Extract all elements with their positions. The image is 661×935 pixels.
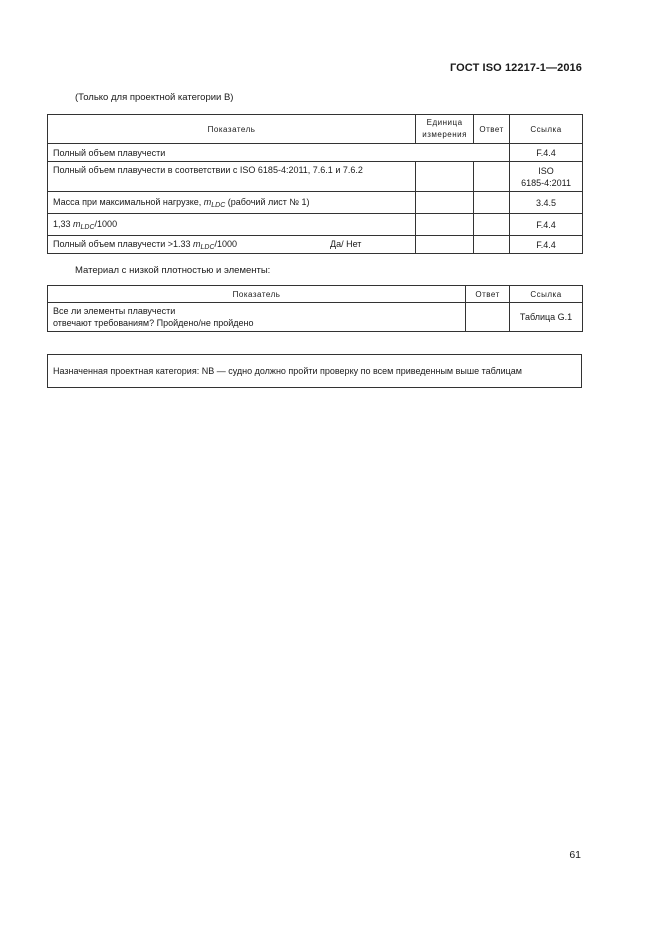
row-answer[interactable]	[474, 162, 510, 192]
unit-header-line1: Единица	[426, 118, 463, 127]
table-row	[48, 192, 583, 214]
row-unit	[416, 214, 474, 236]
row-reference: F.4.4	[510, 214, 583, 236]
indicator-line1: Все ли элементы плавучести	[53, 306, 176, 316]
column-header-indicator: Показатель	[48, 115, 416, 144]
document-code: ГОСТ ISO 12217-1—2016	[449, 62, 582, 74]
section1-caption: (Только для проектной категории В)	[75, 92, 234, 103]
indicator-text-pre: Полный объем плавучести >1.33	[53, 238, 194, 249]
column-header-answer: Ответ	[474, 115, 510, 144]
row-reference: 3.4.5	[510, 192, 583, 214]
indicator-text-post: (рабочий лист № 1)	[225, 196, 310, 207]
row-reference: Таблица G.1	[510, 303, 583, 332]
row-indicator: Полный объем плавучести	[48, 144, 510, 162]
table-row	[48, 303, 583, 332]
indicator-symbol: m	[73, 218, 81, 229]
row-unit	[416, 162, 474, 192]
row-indicator	[48, 303, 466, 332]
indicator-text-pre: Масса при максимальной нагрузке,	[53, 196, 204, 207]
column-header-answer: Ответ	[466, 286, 510, 303]
indicator-text-post: /1000	[94, 218, 118, 229]
reference-line2: 6185-4:2011	[521, 177, 571, 188]
indicator-subscript: LDC	[80, 223, 95, 231]
column-header-indicator: Показатель	[48, 286, 466, 303]
table-header-row	[48, 115, 583, 144]
row-answer[interactable]	[474, 236, 510, 254]
table-header-row	[48, 286, 583, 303]
row-reference: F.4.4	[510, 236, 583, 254]
row-indicator	[48, 236, 416, 254]
row-reference	[510, 162, 583, 192]
row-unit	[416, 236, 474, 254]
column-header-unit	[416, 115, 474, 144]
table-row	[48, 162, 583, 192]
row-answer[interactable]	[474, 192, 510, 214]
page-number: 61	[569, 849, 581, 861]
indicator-line2: отвечают требованиям? Пройдено/не пройдено	[53, 318, 254, 328]
unit-header-line2: измерения	[422, 130, 467, 139]
row-indicator	[48, 214, 416, 236]
table-row	[48, 144, 583, 162]
row-answer[interactable]	[474, 214, 510, 236]
low-density-table	[47, 285, 583, 332]
column-header-reference: Ссылка	[510, 115, 583, 144]
yes-no-option[interactable]: Да/ Нет	[330, 238, 362, 249]
row-indicator	[48, 192, 416, 214]
section2-caption: Материал с низкой плотностью и элементы:	[75, 265, 271, 276]
indicator-symbol: m	[203, 196, 212, 207]
indicator-subscript: LDC	[200, 243, 215, 251]
indicator-text-pre: 1,33	[53, 218, 74, 229]
row-indicator: Полный объем плавучести в соответствии с ISO 6185-4:2011, 7.6.1 и 7.6.2	[48, 162, 416, 192]
indicator-symbol: m	[193, 238, 201, 249]
row-answer[interactable]	[466, 303, 510, 332]
design-category-note	[47, 354, 582, 388]
column-header-reference: Ссылка	[510, 286, 583, 303]
row-unit	[416, 192, 474, 214]
buoyancy-table	[47, 114, 583, 254]
indicator-text-post: /1000	[214, 238, 238, 249]
note-text: Назначенная проектная категория: NB — судно должно пройти проверку по всем приведенным выше таблицам	[53, 366, 522, 376]
table-row	[48, 214, 583, 236]
indicator-subscript: LDC	[211, 201, 226, 209]
row-reference: F.4.4	[510, 144, 583, 162]
table-row	[48, 236, 583, 254]
reference-line1: ISO	[538, 165, 554, 176]
